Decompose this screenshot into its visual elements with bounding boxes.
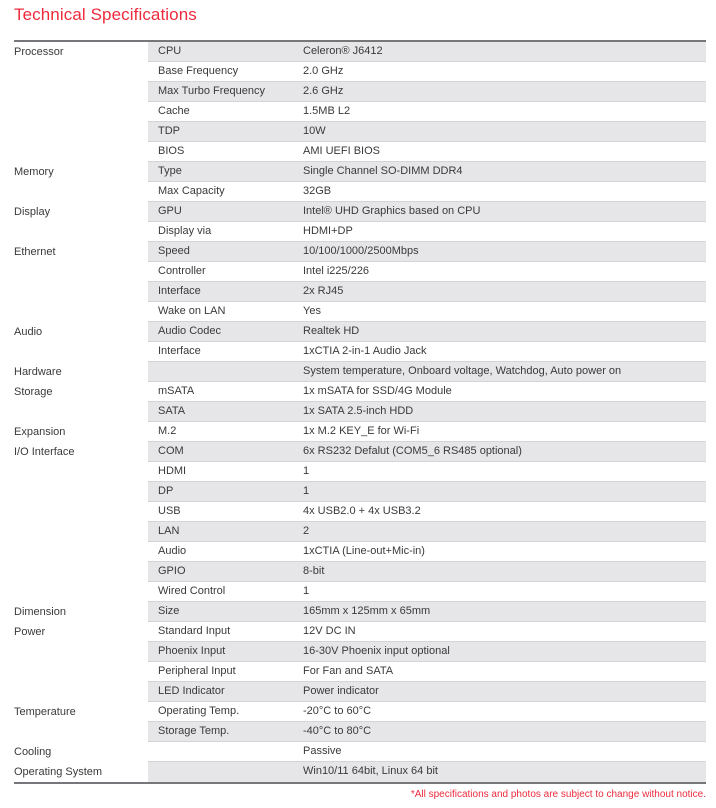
attribute-cell: Storage Temp. — [158, 725, 230, 737]
category-cell — [14, 562, 148, 582]
category-cell — [14, 662, 148, 682]
category-cell: Hardware — [14, 362, 148, 382]
category-cell — [14, 522, 148, 542]
row-stripe — [148, 202, 706, 222]
value-cell: 1x mSATA for SSD/4G Module — [303, 385, 452, 397]
attribute-cell: Display via — [158, 225, 212, 237]
category-cell — [14, 282, 148, 302]
attribute-cell: Speed — [158, 245, 190, 257]
value-cell: Single Channel SO-DIMM DDR4 — [303, 165, 463, 177]
category-cell — [14, 62, 148, 82]
category-cell: I/O Interface — [14, 442, 148, 462]
row-stripe — [148, 502, 706, 522]
value-cell: Power indicator — [303, 685, 379, 697]
category-cell — [14, 222, 148, 242]
row-stripe — [148, 342, 706, 362]
attribute-cell: M.2 — [158, 425, 177, 437]
value-cell: 6x RS232 Defalut (COM5_6 RS485 optional) — [303, 445, 522, 457]
table-row — [14, 482, 706, 502]
category-cell: Power — [14, 622, 148, 642]
row-stripe — [148, 122, 706, 142]
category-cell — [14, 682, 148, 702]
table-row — [14, 322, 706, 342]
table-row — [14, 42, 706, 62]
attribute-cell: Standard Input — [158, 625, 231, 637]
row-stripe — [148, 362, 706, 382]
attribute-cell: Interface — [158, 345, 201, 357]
row-stripe — [148, 722, 706, 742]
value-cell: -20°C to 60°C — [303, 705, 372, 717]
table-row — [14, 462, 706, 482]
value-cell: 2.0 GHz — [303, 65, 344, 77]
title-bar — [0, 0, 716, 40]
row-stripe — [148, 762, 706, 782]
row-stripe — [148, 42, 706, 62]
value-cell: 2 — [303, 525, 310, 537]
table-row — [14, 102, 706, 122]
attribute-cell: Base Frequency — [158, 65, 239, 77]
attribute-cell: Phoenix Input — [158, 645, 226, 657]
table-row — [14, 222, 706, 242]
category-cell — [14, 642, 148, 662]
row-stripe — [148, 382, 706, 402]
table-row — [14, 602, 706, 622]
category-cell — [14, 182, 148, 202]
row-stripe — [148, 662, 706, 682]
category-cell — [14, 462, 148, 482]
table-row — [14, 542, 706, 562]
table-row — [14, 562, 706, 582]
value-cell: Intel i225/226 — [303, 265, 370, 277]
table-row — [14, 762, 706, 782]
attribute-cell: Audio Codec — [158, 325, 221, 337]
category-cell — [14, 102, 148, 122]
category-cell — [14, 482, 148, 502]
table-row — [14, 442, 706, 462]
value-cell: 12V DC IN — [303, 625, 356, 637]
category-cell: Display — [14, 202, 148, 222]
value-cell: Celeron® J6412 — [303, 45, 383, 57]
row-stripe — [148, 402, 706, 422]
table-row — [14, 162, 706, 182]
attribute-cell: Controller — [158, 265, 206, 277]
category-cell: Processor — [14, 42, 148, 62]
attribute-cell: Wake on LAN — [158, 305, 226, 317]
attribute-cell: USB — [158, 505, 181, 517]
category-cell: Audio — [14, 322, 148, 342]
table-row — [14, 362, 706, 382]
value-cell: 32GB — [303, 185, 332, 197]
attribute-cell: Cache — [158, 105, 190, 117]
value-cell: 2x RJ45 — [303, 285, 344, 297]
table-row — [14, 682, 706, 702]
table-row — [14, 722, 706, 742]
attribute-cell: Max Capacity — [158, 185, 225, 197]
row-stripe — [148, 542, 706, 562]
value-cell: 2.6 GHz — [303, 85, 344, 97]
attribute-cell: SATA — [158, 405, 186, 417]
category-cell — [14, 302, 148, 322]
attribute-cell: TDP — [158, 125, 180, 137]
value-cell: 8-bit — [303, 565, 325, 577]
table-row — [14, 582, 706, 602]
value-cell: For Fan and SATA — [303, 665, 394, 677]
row-stripe — [148, 82, 706, 102]
value-cell: AMI UEFI BIOS — [303, 145, 381, 157]
row-stripe — [148, 422, 706, 442]
attribute-cell — [148, 742, 296, 761]
attribute-cell: CPU — [158, 45, 182, 57]
table-row — [14, 62, 706, 82]
attribute-cell: Operating Temp. — [158, 705, 240, 717]
row-stripe — [148, 522, 706, 542]
page-title: Technical Specifications — [14, 5, 197, 24]
value-cell: -40°C to 80°C — [303, 725, 372, 737]
row-stripe — [148, 142, 706, 162]
row-stripe — [148, 682, 706, 702]
value-cell: 10W — [303, 125, 326, 137]
attribute-cell: Wired Control — [158, 585, 226, 597]
value-cell: 1x SATA 2.5-inch HDD — [303, 405, 414, 417]
category-cell — [14, 342, 148, 362]
table-row — [14, 642, 706, 662]
row-stripe — [148, 602, 706, 622]
row-stripe — [148, 702, 706, 722]
row-stripe — [148, 742, 706, 762]
category-cell — [14, 142, 148, 162]
row-stripe — [148, 182, 706, 202]
value-cell: 16-30V Phoenix input optional — [303, 645, 450, 657]
category-cell — [14, 262, 148, 282]
attribute-cell: Audio — [158, 545, 187, 557]
row-stripe — [148, 262, 706, 282]
table-row — [14, 422, 706, 442]
row-stripe — [148, 162, 706, 182]
category-cell — [14, 402, 148, 422]
table-row — [14, 382, 706, 402]
attribute-cell: GPU — [158, 205, 182, 217]
table-row — [14, 262, 706, 282]
row-stripe — [148, 562, 706, 582]
table-row — [14, 82, 706, 102]
category-cell — [14, 82, 148, 102]
row-stripe — [148, 322, 706, 342]
category-cell: Operating System — [14, 762, 148, 782]
attribute-cell — [148, 762, 296, 782]
value-cell: 1 — [303, 585, 310, 597]
table-row — [14, 402, 706, 422]
attribute-cell — [148, 362, 296, 381]
row-stripe — [148, 242, 706, 262]
attribute-cell: Size — [158, 605, 180, 617]
attribute-cell: Interface — [158, 285, 201, 297]
table-row — [14, 202, 706, 222]
table-row — [14, 662, 706, 682]
table-row — [14, 342, 706, 362]
table-row — [14, 302, 706, 322]
attribute-cell: Peripheral Input — [158, 665, 236, 677]
row-stripe — [148, 482, 706, 502]
table-row — [14, 742, 706, 762]
table-row — [14, 142, 706, 162]
value-cell: 1xCTIA (Line-out+Mic-in) — [303, 545, 425, 557]
row-stripe — [148, 62, 706, 82]
category-cell: Expansion — [14, 422, 148, 442]
category-cell: Temperature — [14, 702, 148, 722]
category-cell — [14, 722, 148, 742]
attribute-cell: BIOS — [158, 145, 185, 157]
category-cell — [14, 122, 148, 142]
value-cell: 1xCTIA 2-in-1 Audio Jack — [303, 345, 427, 357]
attribute-cell: mSATA — [158, 385, 195, 397]
attribute-cell: LED Indicator — [158, 685, 225, 697]
category-cell: Ethernet — [14, 242, 148, 262]
category-cell — [14, 582, 148, 602]
category-cell: Cooling — [14, 742, 148, 762]
value-cell: 165mm x 125mm x 65mm — [303, 605, 431, 617]
attribute-cell: HDMI — [158, 465, 187, 477]
table-row — [14, 182, 706, 202]
category-cell: Storage — [14, 382, 148, 402]
value-cell: Passive — [303, 745, 342, 757]
row-stripe — [148, 102, 706, 122]
row-stripe — [148, 642, 706, 662]
value-cell: 1x M.2 KEY_E for Wi-Fi — [303, 425, 420, 437]
value-cell: 1.5MB L2 — [303, 105, 351, 117]
row-stripe — [148, 222, 706, 242]
value-cell: 1 — [303, 485, 310, 497]
category-cell — [14, 502, 148, 522]
attribute-cell: COM — [158, 445, 184, 457]
value-cell: 4x USB2.0 + 4x USB3.2 — [303, 505, 421, 517]
spec-table — [14, 40, 706, 784]
table-row — [14, 282, 706, 302]
table-row — [14, 622, 706, 642]
category-cell: Memory — [14, 162, 148, 182]
attribute-cell: Type — [158, 165, 182, 177]
attribute-cell: GPIO — [158, 565, 186, 577]
row-stripe — [148, 282, 706, 302]
category-cell: Dimension — [14, 602, 148, 622]
value-cell: Realtek HD — [303, 325, 360, 337]
footnote: *All specifications and photos are subject to change without notice. — [410, 789, 706, 800]
value-cell: HDMI+DP — [303, 225, 353, 237]
row-stripe — [148, 462, 706, 482]
table-row — [14, 702, 706, 722]
table-row — [14, 502, 706, 522]
value-cell: Intel® UHD Graphics based on CPU — [303, 205, 481, 217]
row-stripe — [148, 442, 706, 462]
table-row — [14, 242, 706, 262]
row-stripe — [148, 622, 706, 642]
attribute-cell: DP — [158, 485, 174, 497]
category-cell — [14, 542, 148, 562]
attribute-cell: LAN — [158, 525, 180, 537]
table-row — [14, 522, 706, 542]
table-row — [14, 122, 706, 142]
value-cell: System temperature, Onboard voltage, Watchdog, Auto power on — [303, 365, 622, 377]
value-cell: Win10/11 64bit, Linux 64 bit — [303, 765, 438, 777]
value-cell: 1 — [303, 465, 310, 477]
row-stripe — [148, 582, 706, 602]
row-stripe — [148, 302, 706, 322]
value-cell: 10/100/1000/2500Mbps — [303, 245, 419, 257]
value-cell: Yes — [303, 305, 321, 317]
attribute-cell: Max Turbo Frequency — [158, 85, 265, 97]
